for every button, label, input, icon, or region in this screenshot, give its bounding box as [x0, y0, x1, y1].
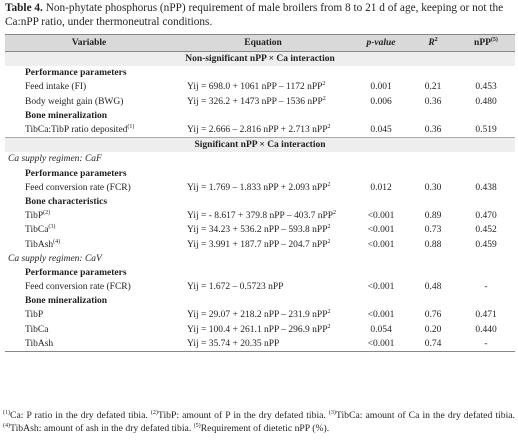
table-row-ratio: TibCa:TibP ratio deposited$^{(1)}$ Yij = 2.666 – 2.816 nPP + 2.713 nPP$^2$ 0.045 0.36 0.519	[25, 123, 497, 136]
group-bone-mineralization-2: Bone mineralization	[25, 296, 108, 307]
table-row-fcr-cav: Feed conversion rate (FCR) Yij = 1.672 – 0.5723 nPP <0.001 0.48 -	[25, 282, 488, 293]
group-performance: Performance parameters	[25, 68, 127, 79]
group-performance-caf: Performance parameters	[25, 168, 127, 179]
table-row-tibca-caf: TibCa$^{(3)}$ Yij = 34.23 + 536.2 nPP – 593.8 nPP$^2$ <0.001 0.73 0.452	[25, 224, 497, 236]
table-row-tibp-caf: TibP$^{(2)}$ Yij = - 8.617 + 379.8 nPP – 403.7 nPP$^2$ <0.001 0.89 0.470	[25, 210, 497, 222]
table-header-row	[5, 35, 515, 52]
section-non-significant: Non-significant nPP × Ca interaction	[5, 52, 515, 67]
table-row-tibash-caf: TibAsh$^{(4)}$ Yij = 3.991 + 187.7 nPP – 204.7 nPP$^2$ <0.001 0.88 0.459	[25, 238, 497, 250]
header-variable: Variable	[5, 35, 173, 52]
caption-text: Non-phytate phosphorus (nPP) requirement of male broilers from 8 to 21 d of age, keeping or not the Ca:nPP ratio, under thermoneutral conditions.	[5, 2, 504, 28]
regime-caf: Ca supply regimen: CaF	[8, 154, 102, 165]
header-r2: $R^2$	[409, 35, 457, 52]
table-row-tibash-cav: TibAsh Yij = 35.74 + 20.35 nPP <0.001 0.74 -	[5, 337, 515, 352]
section-significant: Significant nPP × Ca interaction	[5, 138, 515, 153]
table-row-tibp-cav: TibP Yij = 29.07 + 218.2 nPP – 231.9 nPP$^2$ <0.001 0.76 0.471	[25, 309, 497, 321]
table-row-fcr-caf: Feed conversion rate (FCR) Yij = 1.769 – 1.833 nPP + 2.093 nPP$^2$ 0.012 0.30 0.438	[25, 181, 497, 193]
table-row-tibca-cav: TibCa Yij = 100.4 + 261.1 nPP – 296.9 nPP$^2$ 0.054 0.20 0.440	[25, 323, 497, 335]
header-pvalue: p-value	[353, 35, 409, 52]
table-caption	[5, 2, 513, 29]
header-equation: Equation	[173, 35, 353, 52]
requirements-table	[5, 34, 515, 352]
table-footnotes: $^{(1)}$Ca: P ratio in the dry defated tibia. $^{(2)}$TibP: amount of P in the dry defated tibia. $^{(3)}$TibCa: amount of Ca in the dry defated tibia. $^{(4)}$TibAsh: amount of ash in the dry defated tibia. $^{(5)}$Requirement of dietetic nPP (%).	[3, 409, 515, 434]
group-performance-cav: Performance parameters	[25, 267, 127, 278]
group-bone-characteristics: Bone characteristics	[25, 196, 108, 207]
caption-label: Table 4.	[5, 2, 43, 14]
header-npp: nPP$^{(5)}$	[457, 35, 515, 52]
regime-cav: Ca supply regimen: CaV	[8, 253, 102, 264]
table-row-fi: Feed intake (FI) Yij = 698.0 + 1061 nPP – 1172 nPP$^2$ 0.001 0.21 0.453	[25, 81, 497, 93]
table-row-bwg: Body weight gain (BWG) Yij = 326.2 + 1473 nPP – 1536 nPP$^2$ 0.006 0.36 0.480	[25, 95, 497, 107]
group-bone-mineralization-1: Bone mineralization	[25, 110, 108, 121]
